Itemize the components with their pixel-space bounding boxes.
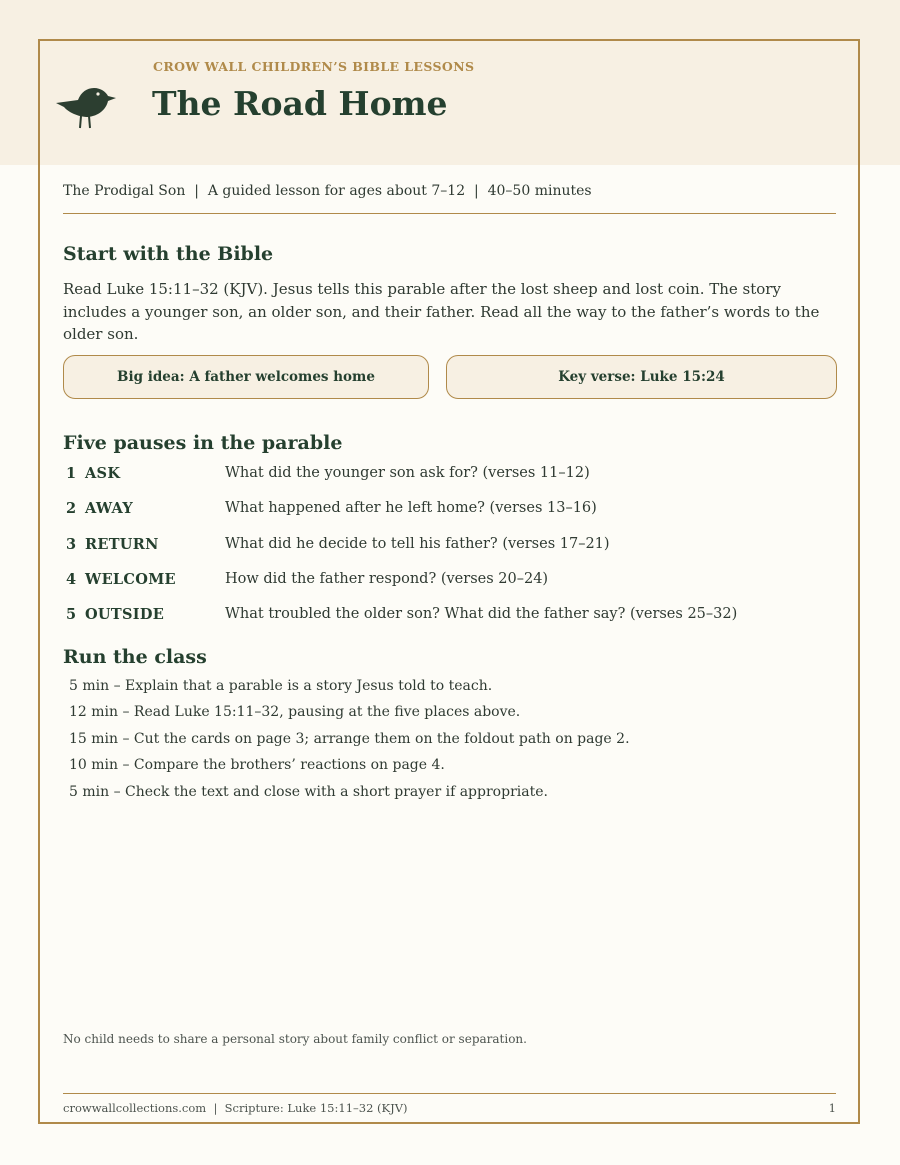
schedule-item: 15 min – Cut the cards on page 3; arrange them on the foldout path on page 2. <box>69 730 630 747</box>
big-idea-text: Big idea: A father welcomes home <box>117 369 375 385</box>
big-idea-callout <box>63 355 429 399</box>
pauses-list <box>63 464 833 640</box>
schedule-item: 5 min – Check the text and close with a short prayer if appropriate. <box>69 783 548 800</box>
pause-label: OUTSIDE <box>85 606 165 624</box>
pause-number: 4 <box>66 570 77 588</box>
crow-icon <box>54 84 118 134</box>
key-verse-callout <box>446 355 837 399</box>
pause-number: 1 <box>66 465 77 482</box>
pause-question: What did he decide to tell his father? (verses 17–21) <box>225 535 610 552</box>
safeguarding-note: No child needs to share a personal story about family conflict or separation. <box>63 1032 527 1046</box>
bible-intro: Read Luke 15:11–32 (KJV). Jesus tells this parable after the lost sheep and lost coin. The story includes a younger son, an older son, and their father. Read all the way to the father’s words to the older son. <box>63 280 820 343</box>
pause-number: 2 <box>66 500 77 518</box>
pause-number: 5 <box>66 606 77 624</box>
lesson-meta: The Prodigal Son | A guided lesson for ages about 7–12 | 40–50 minutes <box>63 183 592 199</box>
footer-source: crowwallcollections.com | Scripture: Luke 15:11–32 (KJV) <box>63 1101 408 1115</box>
class-schedule <box>69 678 630 810</box>
pause-item <box>63 570 833 605</box>
pause-label: WELCOME <box>85 570 176 588</box>
pause-item <box>63 535 833 570</box>
bible-heading: Start with the Bible <box>63 243 274 265</box>
series-name: CROW WALL CHILDREN’S BIBLE LESSONS <box>153 59 475 74</box>
pause-label: RETURN <box>85 535 159 553</box>
key-verse-text: Key verse: Luke 15:24 <box>558 369 725 385</box>
schedule-item: 12 min – Read Luke 15:11–32, pausing at the five places above. <box>69 704 521 721</box>
pause-question: What troubled the older son? What did the father say? (verses 25–32) <box>225 606 738 623</box>
pause-question: What happened after he left home? (verses 13–16) <box>225 500 597 517</box>
divider <box>63 213 836 214</box>
pause-item <box>63 464 833 499</box>
pause-question: How did the father respond? (verses 20–24) <box>225 570 549 587</box>
pause-number: 3 <box>66 535 77 553</box>
run-heading: Run the class <box>63 646 207 668</box>
pauses-heading: Five pauses in the parable <box>63 432 343 454</box>
page-title: The Road Home <box>152 84 448 123</box>
pause-label: AWAY <box>85 500 133 518</box>
schedule-item: 10 min – Compare the brothers’ reactions on page 4. <box>69 757 445 774</box>
pause-question: What did the younger son ask for? (verses 11–12) <box>225 465 590 481</box>
pause-item <box>63 499 833 534</box>
schedule-item: 5 min – Explain that a parable is a story Jesus told to teach. <box>69 678 493 694</box>
pause-label: ASK <box>85 465 121 482</box>
footer-divider <box>63 1093 836 1094</box>
pause-item <box>63 605 833 640</box>
page-number: 1 <box>828 1101 836 1115</box>
